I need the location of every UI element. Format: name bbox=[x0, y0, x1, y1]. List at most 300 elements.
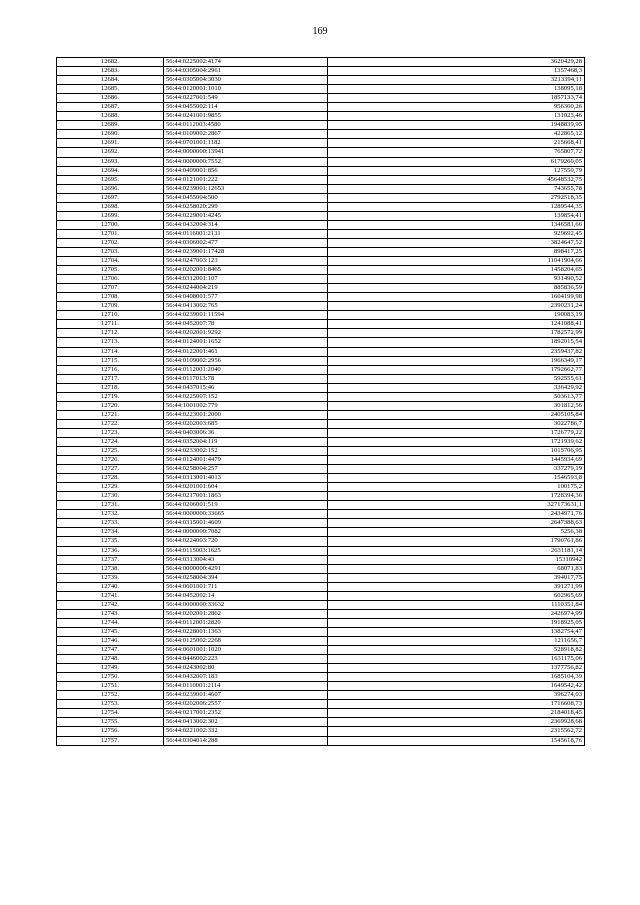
cadastral-value-cell: 394017,75 bbox=[328, 573, 585, 582]
row-number-cell: 12744. bbox=[57, 618, 164, 627]
row-number-cell: 12697. bbox=[57, 193, 164, 202]
cadastral-number-cell: 56:44:0206001:519 bbox=[164, 501, 328, 510]
table-row bbox=[57, 456, 585, 465]
cadastral-value-cell: 2315562,72 bbox=[328, 727, 585, 736]
cadastral-number-cell: 56:44:0120001:1010 bbox=[164, 85, 328, 94]
cadastral-number-cell: 56:44:0225002:4174 bbox=[164, 58, 328, 67]
table-row bbox=[57, 447, 585, 456]
cadastral-value-cell: 2405105,84 bbox=[328, 410, 585, 419]
cadastral-number-cell: 56:44:0202006:2557 bbox=[164, 700, 328, 709]
cadastral-value-cell: 885836,59 bbox=[328, 284, 585, 293]
cadastral-value-cell: 929692,45 bbox=[328, 229, 585, 238]
cadastral-number-cell: 56:44:0258004:394 bbox=[164, 573, 328, 582]
row-number-cell: 12709. bbox=[57, 302, 164, 311]
cadastral-value-cell: 1346581,66 bbox=[328, 220, 585, 229]
cadastral-number-cell: 56:44:0437015:46 bbox=[164, 383, 328, 392]
cadastral-value-cell: 5256,38 bbox=[328, 528, 585, 537]
row-number-cell: 12692. bbox=[57, 148, 164, 157]
cadastral-number-cell: 56:44:0116001:2131 bbox=[164, 229, 328, 238]
cadastral-value-cell: 391271,99 bbox=[328, 582, 585, 591]
row-number-cell: 12730. bbox=[57, 492, 164, 501]
cadastral-value-cell: 1357468,3 bbox=[328, 67, 585, 76]
table-row bbox=[57, 166, 585, 175]
table-row bbox=[57, 492, 585, 501]
row-number-cell: 12717. bbox=[57, 374, 164, 383]
cadastral-value-cell: 1892015,54 bbox=[328, 338, 585, 347]
cadastral-number-cell: 56:44:0315001:4609 bbox=[164, 519, 328, 528]
table-row bbox=[57, 600, 585, 609]
cadastral-value-cell: 1716608,73 bbox=[328, 700, 585, 709]
cadastral-number-cell: 56:44:0455002:114 bbox=[164, 103, 328, 112]
table-row bbox=[57, 528, 585, 537]
row-number-cell: 12753. bbox=[57, 700, 164, 709]
cadastral-value-cell: 1445934,69 bbox=[328, 456, 585, 465]
cadastral-value-cell: 2390231,24 bbox=[328, 302, 585, 311]
row-number-cell: 12712. bbox=[57, 329, 164, 338]
cadastral-value-cell: 3213394,11 bbox=[328, 76, 585, 85]
table-row bbox=[57, 428, 585, 437]
table-row bbox=[57, 564, 585, 573]
cadastral-number-cell: 56:44:0313001:4013 bbox=[164, 474, 328, 483]
cadastral-value-cell: 336429,92 bbox=[328, 383, 585, 392]
cadastral-value-cell: 2631181,14 bbox=[328, 546, 585, 555]
row-number-cell: 12701. bbox=[57, 229, 164, 238]
cadastral-number-cell: 56:44:0217001:1863 bbox=[164, 492, 328, 501]
cadastral-number-cell: 56:44:0455004:500 bbox=[164, 193, 328, 202]
cadastral-number-cell: 56:44:0115003:1625 bbox=[164, 546, 328, 555]
table-row bbox=[57, 374, 585, 383]
cadastral-number-cell: 56:44:0452002:14 bbox=[164, 591, 328, 600]
cadastral-value-cell: 1790761,86 bbox=[328, 537, 585, 546]
table-body bbox=[57, 58, 585, 746]
cadastral-value-cell: 1966349,17 bbox=[328, 356, 585, 365]
cadastral-value-cell: 190083,19 bbox=[328, 311, 585, 320]
row-number-cell: 12736. bbox=[57, 546, 164, 555]
table-row bbox=[57, 510, 585, 519]
table-row bbox=[57, 157, 585, 166]
table-row bbox=[57, 573, 585, 582]
row-number-cell: 12735. bbox=[57, 537, 164, 546]
table-row bbox=[57, 655, 585, 664]
cadastral-number-cell: 56:44:0122001:461 bbox=[164, 347, 328, 356]
cadastral-value-cell: 1685104,39 bbox=[328, 673, 585, 682]
cadastral-number-cell: 56:44:0239001:4607 bbox=[164, 691, 328, 700]
table-row bbox=[57, 646, 585, 655]
table-row bbox=[57, 627, 585, 636]
table-row bbox=[57, 211, 585, 220]
table-row bbox=[57, 148, 585, 157]
cadastral-number-cell: 56:44:0201001:604 bbox=[164, 483, 328, 492]
cadastral-value-cell: 15310942 bbox=[328, 555, 585, 564]
table-row bbox=[57, 546, 585, 555]
cadastral-value-cell: 1726779,22 bbox=[328, 428, 585, 437]
table-row bbox=[57, 320, 585, 329]
cadastral-value-cell: 327173631,1 bbox=[328, 501, 585, 510]
row-number-cell: 12693. bbox=[57, 157, 164, 166]
row-number-cell: 12731. bbox=[57, 501, 164, 510]
cadastral-value-cell: 6179260,05 bbox=[328, 157, 585, 166]
cadastral-number-cell: 56:44:0117013:78 bbox=[164, 374, 328, 383]
row-number-cell: 12737. bbox=[57, 555, 164, 564]
cadastral-value-cell: 2359437,82 bbox=[328, 347, 585, 356]
row-number-cell: 12715. bbox=[57, 356, 164, 365]
table-row bbox=[57, 410, 585, 419]
cadastral-value-cell: 301812,56 bbox=[328, 401, 585, 410]
cadastral-value-cell: 1649542,42 bbox=[328, 682, 585, 691]
cadastral-value-cell: 1546593,8 bbox=[328, 474, 585, 483]
table-row bbox=[57, 112, 585, 121]
row-number-cell: 12757. bbox=[57, 736, 164, 745]
cadastral-number-cell: 56:44:0403006:36 bbox=[164, 428, 328, 437]
row-number-cell: 12706. bbox=[57, 275, 164, 284]
row-number-cell: 12721. bbox=[57, 410, 164, 419]
cadastral-value-cell: 528918,82 bbox=[328, 646, 585, 655]
row-number-cell: 12738. bbox=[57, 564, 164, 573]
table-row bbox=[57, 465, 585, 474]
row-number-cell: 12699. bbox=[57, 211, 164, 220]
cadastral-number-cell: 56:44:0124001:4479 bbox=[164, 456, 328, 465]
cadastral-number-cell: 56:44:0224003:720 bbox=[164, 537, 328, 546]
table-row bbox=[57, 537, 585, 546]
cadastral-number-cell: 56:44:0112003:4580 bbox=[164, 121, 328, 130]
row-number-cell: 12682. bbox=[57, 58, 164, 67]
row-number-cell: 12723. bbox=[57, 428, 164, 437]
row-number-cell: 12696. bbox=[57, 184, 164, 193]
cadastral-value-cell: 1631175,06 bbox=[328, 655, 585, 664]
table-row bbox=[57, 275, 585, 284]
cadastral-number-cell: 56:44:0601001:711 bbox=[164, 582, 328, 591]
row-number-cell: 12725. bbox=[57, 447, 164, 456]
row-number-cell: 12683. bbox=[57, 67, 164, 76]
cadastral-value-cell: 898417,25 bbox=[328, 247, 585, 256]
row-number-cell: 12710. bbox=[57, 311, 164, 320]
cadastral-number-cell: 56:44:0304014:288 bbox=[164, 736, 328, 745]
table-row bbox=[57, 329, 585, 338]
row-number-cell: 12695. bbox=[57, 175, 164, 184]
cadastral-value-cell: 1604199,98 bbox=[328, 293, 585, 302]
cadastral-value-cell: 3022786,7 bbox=[328, 419, 585, 428]
table-row bbox=[57, 94, 585, 103]
cadastral-number-cell: 56:44:0352004:119 bbox=[164, 437, 328, 446]
row-number-cell: 12686. bbox=[57, 94, 164, 103]
table-row bbox=[57, 139, 585, 148]
row-number-cell: 12720. bbox=[57, 401, 164, 410]
cadastral-value-cell: 2426974,99 bbox=[328, 609, 585, 618]
cadastral-number-cell: 56:44:0109002:2867 bbox=[164, 130, 328, 139]
table-row bbox=[57, 356, 585, 365]
table-row bbox=[57, 238, 585, 247]
row-number-cell: 12750. bbox=[57, 673, 164, 682]
table-row bbox=[57, 483, 585, 492]
table-row bbox=[57, 609, 585, 618]
row-number-cell: 12748. bbox=[57, 655, 164, 664]
row-number-cell: 12743. bbox=[57, 609, 164, 618]
row-number-cell: 12724. bbox=[57, 437, 164, 446]
cadastral-number-cell: 56:44:0409001:856 bbox=[164, 166, 328, 175]
table-row bbox=[57, 67, 585, 76]
cadastral-number-cell: 56:44:0233002:152 bbox=[164, 447, 328, 456]
cadastral-number-cell: 56:44:0109002:2956 bbox=[164, 356, 328, 365]
row-number-cell: 12726. bbox=[57, 456, 164, 465]
cadastral-value-cell: 592555,61 bbox=[328, 374, 585, 383]
cadastral-value-cell: 127550,79 bbox=[328, 166, 585, 175]
cadastral-number-cell: 56:44:0202001:2862 bbox=[164, 609, 328, 618]
cadastral-value-cell: 602965,69 bbox=[328, 591, 585, 600]
table-row bbox=[57, 76, 585, 85]
cadastral-number-cell: 56:44:0258004:257 bbox=[164, 465, 328, 474]
row-number-cell: 12718. bbox=[57, 383, 164, 392]
cadastral-value-cell: 1458204,65 bbox=[328, 266, 585, 275]
row-number-cell: 12745. bbox=[57, 627, 164, 636]
row-number-cell: 12732. bbox=[57, 510, 164, 519]
table-row bbox=[57, 58, 585, 67]
cadastral-number-cell: 56:44:1001002:779 bbox=[164, 401, 328, 410]
row-number-cell: 12691. bbox=[57, 139, 164, 148]
row-number-cell: 12751. bbox=[57, 682, 164, 691]
table-row bbox=[57, 130, 585, 139]
table-row bbox=[57, 727, 585, 736]
cadastral-number-cell: 56:44:0313004:43 bbox=[164, 555, 328, 564]
cadastral-value-cell: 45648532,75 bbox=[328, 175, 585, 184]
cadastral-number-cell: 56:44:0446002:223 bbox=[164, 655, 328, 664]
cadastral-value-cell: 765807,72 bbox=[328, 148, 585, 157]
cadastral-value-cell: 3620429,28 bbox=[328, 58, 585, 67]
table-row bbox=[57, 284, 585, 293]
cadastral-number-cell: 56:44:0227001:549 bbox=[164, 94, 328, 103]
row-number-cell: 12707. bbox=[57, 284, 164, 293]
cadastral-value-cell: 2647388,63 bbox=[328, 519, 585, 528]
table-row bbox=[57, 718, 585, 727]
cadastral-number-cell: 56:44:0202003:685 bbox=[164, 419, 328, 428]
cadastral-number-cell: 56:44:0228001:1363 bbox=[164, 627, 328, 636]
cadastral-value-cell: 1728394,36 bbox=[328, 492, 585, 501]
cadastral-number-cell: 56:44:0112001:2040 bbox=[164, 365, 328, 374]
table-row bbox=[57, 736, 585, 745]
table-row bbox=[57, 392, 585, 401]
table-row bbox=[57, 257, 585, 266]
table-row bbox=[57, 700, 585, 709]
row-number-cell: 12727. bbox=[57, 465, 164, 474]
cadastral-number-cell: 56:44:0239001:12653 bbox=[164, 184, 328, 193]
row-number-cell: 12747. bbox=[57, 646, 164, 655]
cadastral-number-cell: 56:44:0125002:2268 bbox=[164, 637, 328, 646]
row-number-cell: 12685. bbox=[57, 85, 164, 94]
cadastral-number-cell: 56:44:0121001:222 bbox=[164, 175, 328, 184]
table-row bbox=[57, 293, 585, 302]
cadastral-number-cell: 56:44:0229001:4245 bbox=[164, 211, 328, 220]
cadastral-number-cell: 56:44:0000000:13941 bbox=[164, 148, 328, 157]
cadastral-number-cell: 56:44:0223001:2000 bbox=[164, 410, 328, 419]
cadastral-number-cell: 56:44:0247003:123 bbox=[164, 257, 328, 266]
cadastral-value-cell: 931490,52 bbox=[328, 275, 585, 284]
cadastral-number-cell: 56:44:0221002:332 bbox=[164, 727, 328, 736]
row-number-cell: 12749. bbox=[57, 664, 164, 673]
row-number-cell: 12740. bbox=[57, 582, 164, 591]
table-row bbox=[57, 220, 585, 229]
cadastral-number-cell: 56:44:0413002:302 bbox=[164, 718, 328, 727]
table-row bbox=[57, 618, 585, 627]
cadastral-value-cell: 1545618,76 bbox=[328, 736, 585, 745]
row-number-cell: 12705. bbox=[57, 266, 164, 275]
cadastral-number-cell: 56:44:0110001:2114 bbox=[164, 682, 328, 691]
row-number-cell: 12704. bbox=[57, 257, 164, 266]
cadastral-number-cell: 56:44:0243002:80 bbox=[164, 664, 328, 673]
row-number-cell: 12688. bbox=[57, 112, 164, 121]
table-row bbox=[57, 121, 585, 130]
cadastral-value-cell: 2434971,76 bbox=[328, 510, 585, 519]
cadastral-value-cell: 1211656,7 bbox=[328, 637, 585, 646]
table-row bbox=[57, 519, 585, 528]
table-row bbox=[57, 637, 585, 646]
row-number-cell: 12714. bbox=[57, 347, 164, 356]
row-number-cell: 12746. bbox=[57, 637, 164, 646]
row-number-cell: 12728. bbox=[57, 474, 164, 483]
cadastral-value-cell: 1110351,84 bbox=[328, 600, 585, 609]
table-row bbox=[57, 175, 585, 184]
cadastral-number-cell: 56:44:0413002:765 bbox=[164, 302, 328, 311]
cadastral-number-cell: 56:44:0701001:1182 bbox=[164, 139, 328, 148]
row-number-cell: 12754. bbox=[57, 709, 164, 718]
table-row bbox=[57, 591, 585, 600]
table-row bbox=[57, 709, 585, 718]
table-row bbox=[57, 682, 585, 691]
table-row bbox=[57, 437, 585, 446]
cadastral-value-cell: 422865,12 bbox=[328, 130, 585, 139]
cadastral-number-cell: 56:44:0202001:8465 bbox=[164, 266, 328, 275]
cadastral-number-cell: 56:44:0124001:1652 bbox=[164, 338, 328, 347]
cadastral-number-cell: 56:44:0452007:78 bbox=[164, 320, 328, 329]
row-number-cell: 12729. bbox=[57, 483, 164, 492]
table-row bbox=[57, 266, 585, 275]
cadastral-number-cell: 56:44:0244004:219 bbox=[164, 284, 328, 293]
cadastral-value-cell: 139854,41 bbox=[328, 211, 585, 220]
row-number-cell: 12700. bbox=[57, 220, 164, 229]
cadastral-value-cell: 1721939,62 bbox=[328, 437, 585, 446]
cadastral-value-cell: 503613,77 bbox=[328, 392, 585, 401]
cadastral-value-cell: 68071,83 bbox=[328, 564, 585, 573]
table-row bbox=[57, 401, 585, 410]
row-number-cell: 12752. bbox=[57, 691, 164, 700]
cadastral-value-cell: 2369928,68 bbox=[328, 718, 585, 727]
cadastral-number-cell: 56:44:0258020:299 bbox=[164, 202, 328, 211]
cadastral-number-cell: 56:44:0112001:2820 bbox=[164, 618, 328, 627]
row-number-cell: 12755. bbox=[57, 718, 164, 727]
cadastral-value-cell: 1241088,41 bbox=[328, 320, 585, 329]
page-number: 169 bbox=[312, 26, 328, 37]
table-row bbox=[57, 202, 585, 211]
cadastral-value-cell: 1792662,77 bbox=[328, 365, 585, 374]
row-number-cell: 12702. bbox=[57, 238, 164, 247]
table-row bbox=[57, 85, 585, 94]
cadastral-value-cell: 743655,78 bbox=[328, 184, 585, 193]
cadastral-value-cell: 337279,19 bbox=[328, 465, 585, 474]
cadastral-number-cell: 56:44:0241001:9855 bbox=[164, 112, 328, 121]
row-number-cell: 12741. bbox=[57, 591, 164, 600]
cadastral-value-cell: 1918925,05 bbox=[328, 618, 585, 627]
cadastral-number-cell: 56:44:0305004:3030 bbox=[164, 76, 328, 85]
cadastral-number-cell: 56:44:0312001:107 bbox=[164, 275, 328, 284]
cadastral-number-cell: 56:44:0000000:33632 bbox=[164, 600, 328, 609]
row-number-cell: 12711. bbox=[57, 320, 164, 329]
cadastral-number-cell: 56:44:0000000:7552 bbox=[164, 157, 328, 166]
table-row bbox=[57, 664, 585, 673]
table-row bbox=[57, 302, 585, 311]
cadastral-value-cell: 100175,2 bbox=[328, 483, 585, 492]
cadastral-number-cell: 56:44:0408001:577 bbox=[164, 293, 328, 302]
row-number-cell: 12684. bbox=[57, 76, 164, 85]
row-number-cell: 12733. bbox=[57, 519, 164, 528]
table-row bbox=[57, 501, 585, 510]
row-number-cell: 12687. bbox=[57, 103, 164, 112]
cadastral-number-cell: 56:44:0217001:2352 bbox=[164, 709, 328, 718]
table-row bbox=[57, 347, 585, 356]
row-number-cell: 12719. bbox=[57, 392, 164, 401]
table-row bbox=[57, 673, 585, 682]
row-number-cell: 12713. bbox=[57, 338, 164, 347]
row-number-cell: 12734. bbox=[57, 528, 164, 537]
cadastral-number-cell: 56:44:0239001:17428 bbox=[164, 247, 328, 256]
cadastral-number-cell: 56:44:0432004:314 bbox=[164, 220, 328, 229]
cadastral-value-cell: 11041904,66 bbox=[328, 257, 585, 266]
cadastral-value-cell: 1015706,95 bbox=[328, 447, 585, 456]
cadastral-value-cell: 956360,26 bbox=[328, 103, 585, 112]
table-row bbox=[57, 691, 585, 700]
row-number-cell: 12716. bbox=[57, 365, 164, 374]
row-number-cell: 12689. bbox=[57, 121, 164, 130]
cadastral-value-cell: 1289544,35 bbox=[328, 202, 585, 211]
cadastral-value-cell: 215668,41 bbox=[328, 139, 585, 148]
table-row bbox=[57, 555, 585, 564]
cadastral-value-cell: 2184018,45 bbox=[328, 709, 585, 718]
cadastral-number-cell: 56:44:0000000:7082 bbox=[164, 528, 328, 537]
cadastral-number-cell: 56:44:0601001:1020 bbox=[164, 646, 328, 655]
row-number-cell: 12694. bbox=[57, 166, 164, 175]
cadastral-number-cell: 56:44:0000000:33665 bbox=[164, 510, 328, 519]
table-row bbox=[57, 474, 585, 483]
row-number-cell: 12690. bbox=[57, 130, 164, 139]
cadastral-value-cell: 1382754,47 bbox=[328, 627, 585, 636]
row-number-cell: 12698. bbox=[57, 202, 164, 211]
cadastral-value-cell: 131023,46 bbox=[328, 112, 585, 121]
table-row bbox=[57, 582, 585, 591]
cadastral-value-table bbox=[56, 57, 585, 746]
cadastral-number-cell: 56:44:0432007:183 bbox=[164, 673, 328, 682]
row-number-cell: 12742. bbox=[57, 600, 164, 609]
table-row bbox=[57, 419, 585, 428]
table-row bbox=[57, 383, 585, 392]
cadastral-number-cell: 56:44:0202001:9292 bbox=[164, 329, 328, 338]
cadastral-value-cell: 396274,03 bbox=[328, 691, 585, 700]
cadastral-value-cell: 138095,18 bbox=[328, 85, 585, 94]
cadastral-value-cell: 3824647,52 bbox=[328, 238, 585, 247]
cadastral-number-cell: 56:44:0239001:11594 bbox=[164, 311, 328, 320]
table-row bbox=[57, 247, 585, 256]
table-row bbox=[57, 193, 585, 202]
table-row bbox=[57, 311, 585, 320]
table-row bbox=[57, 184, 585, 193]
table-row bbox=[57, 338, 585, 347]
row-number-cell: 12703. bbox=[57, 247, 164, 256]
table-row bbox=[57, 229, 585, 238]
row-number-cell: 12739. bbox=[57, 573, 164, 582]
cadastral-value-cell: 2792518,35 bbox=[328, 193, 585, 202]
cadastral-number-cell: 56:44:0000000:4291 bbox=[164, 564, 328, 573]
table-row bbox=[57, 365, 585, 374]
table-row bbox=[57, 103, 585, 112]
cadastral-value-cell: 1377756,82 bbox=[328, 664, 585, 673]
row-number-cell: 12722. bbox=[57, 419, 164, 428]
row-number-cell: 12708. bbox=[57, 293, 164, 302]
